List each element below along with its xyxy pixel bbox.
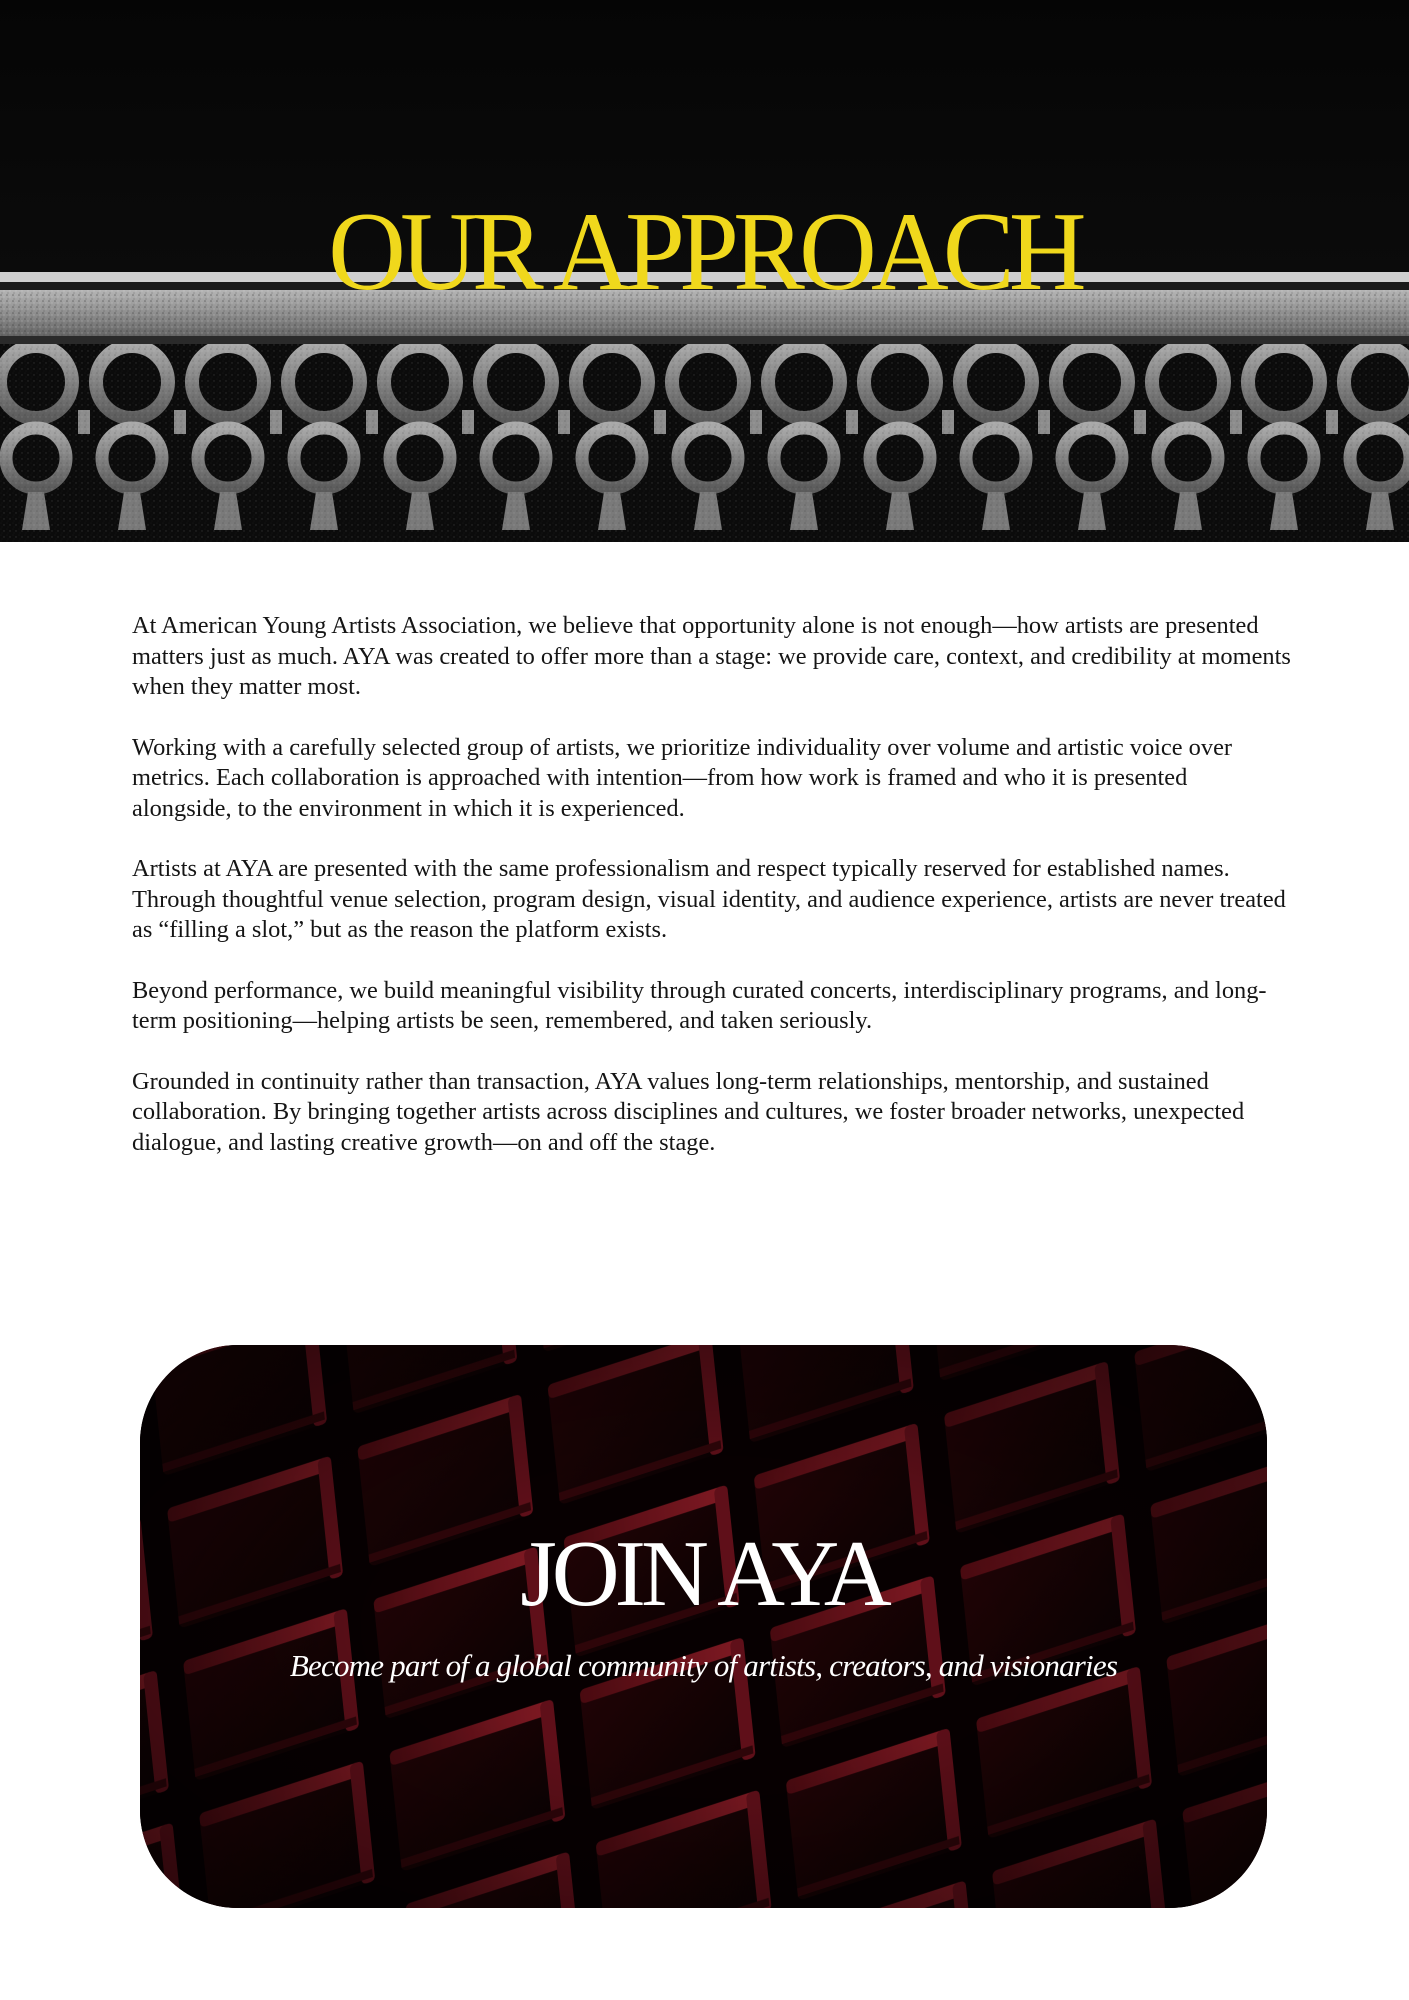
paragraph: At American Young Artists Association, we believe that opportunity alone is not enough—how artists are presented matters just as much. AYA was created to offer more than a stage: we provide care, context, and credibility at moments when they matter most. <box>132 612 1291 700</box>
paragraph: Beyond performance, we build meaningful visibility through curated concerts, interdisciplinary programs, and long-term positioning—helping artists be seen, remembered, and taken seriously. <box>132 976 1267 1034</box>
header-banner <box>0 0 1409 542</box>
paragraph: Working with a carefully selected group of artists, we prioritize individuality over volume and artistic voice over metrics. Each collaboration is approached with intention—from how work is framed and who it is presented alongside, to the environment in which it is experienced. <box>132 733 1233 822</box>
join-subtitle: Become part of a global community of artists, creators, and visionaries <box>289 1648 1118 1683</box>
paragraph: Grounded in continuity rather than transaction, AYA values long-term relationships, mentorship, and sustained collaboration. By bringing together artists across disciplines and cultures, we foster broader networks, unexpected dialogue, and lasting creative growth—on and off the stage. <box>132 1067 1245 1156</box>
page-title: OUR APPROACH <box>328 190 1081 314</box>
join-title: JOIN AYA <box>520 1522 887 1626</box>
paragraph: Artists at AYA are presented with the same professionalism and respect typically reserved for established names. Through thoughtful venue selection, program design, visual identity, and audience experience, artists are never treated as “filling a slot,” but as the reason the platform exists. <box>132 855 1286 943</box>
approach-text <box>132 611 1292 1188</box>
join-card[interactable] <box>140 1345 1267 1908</box>
theater-seats-image <box>140 1345 1267 1908</box>
